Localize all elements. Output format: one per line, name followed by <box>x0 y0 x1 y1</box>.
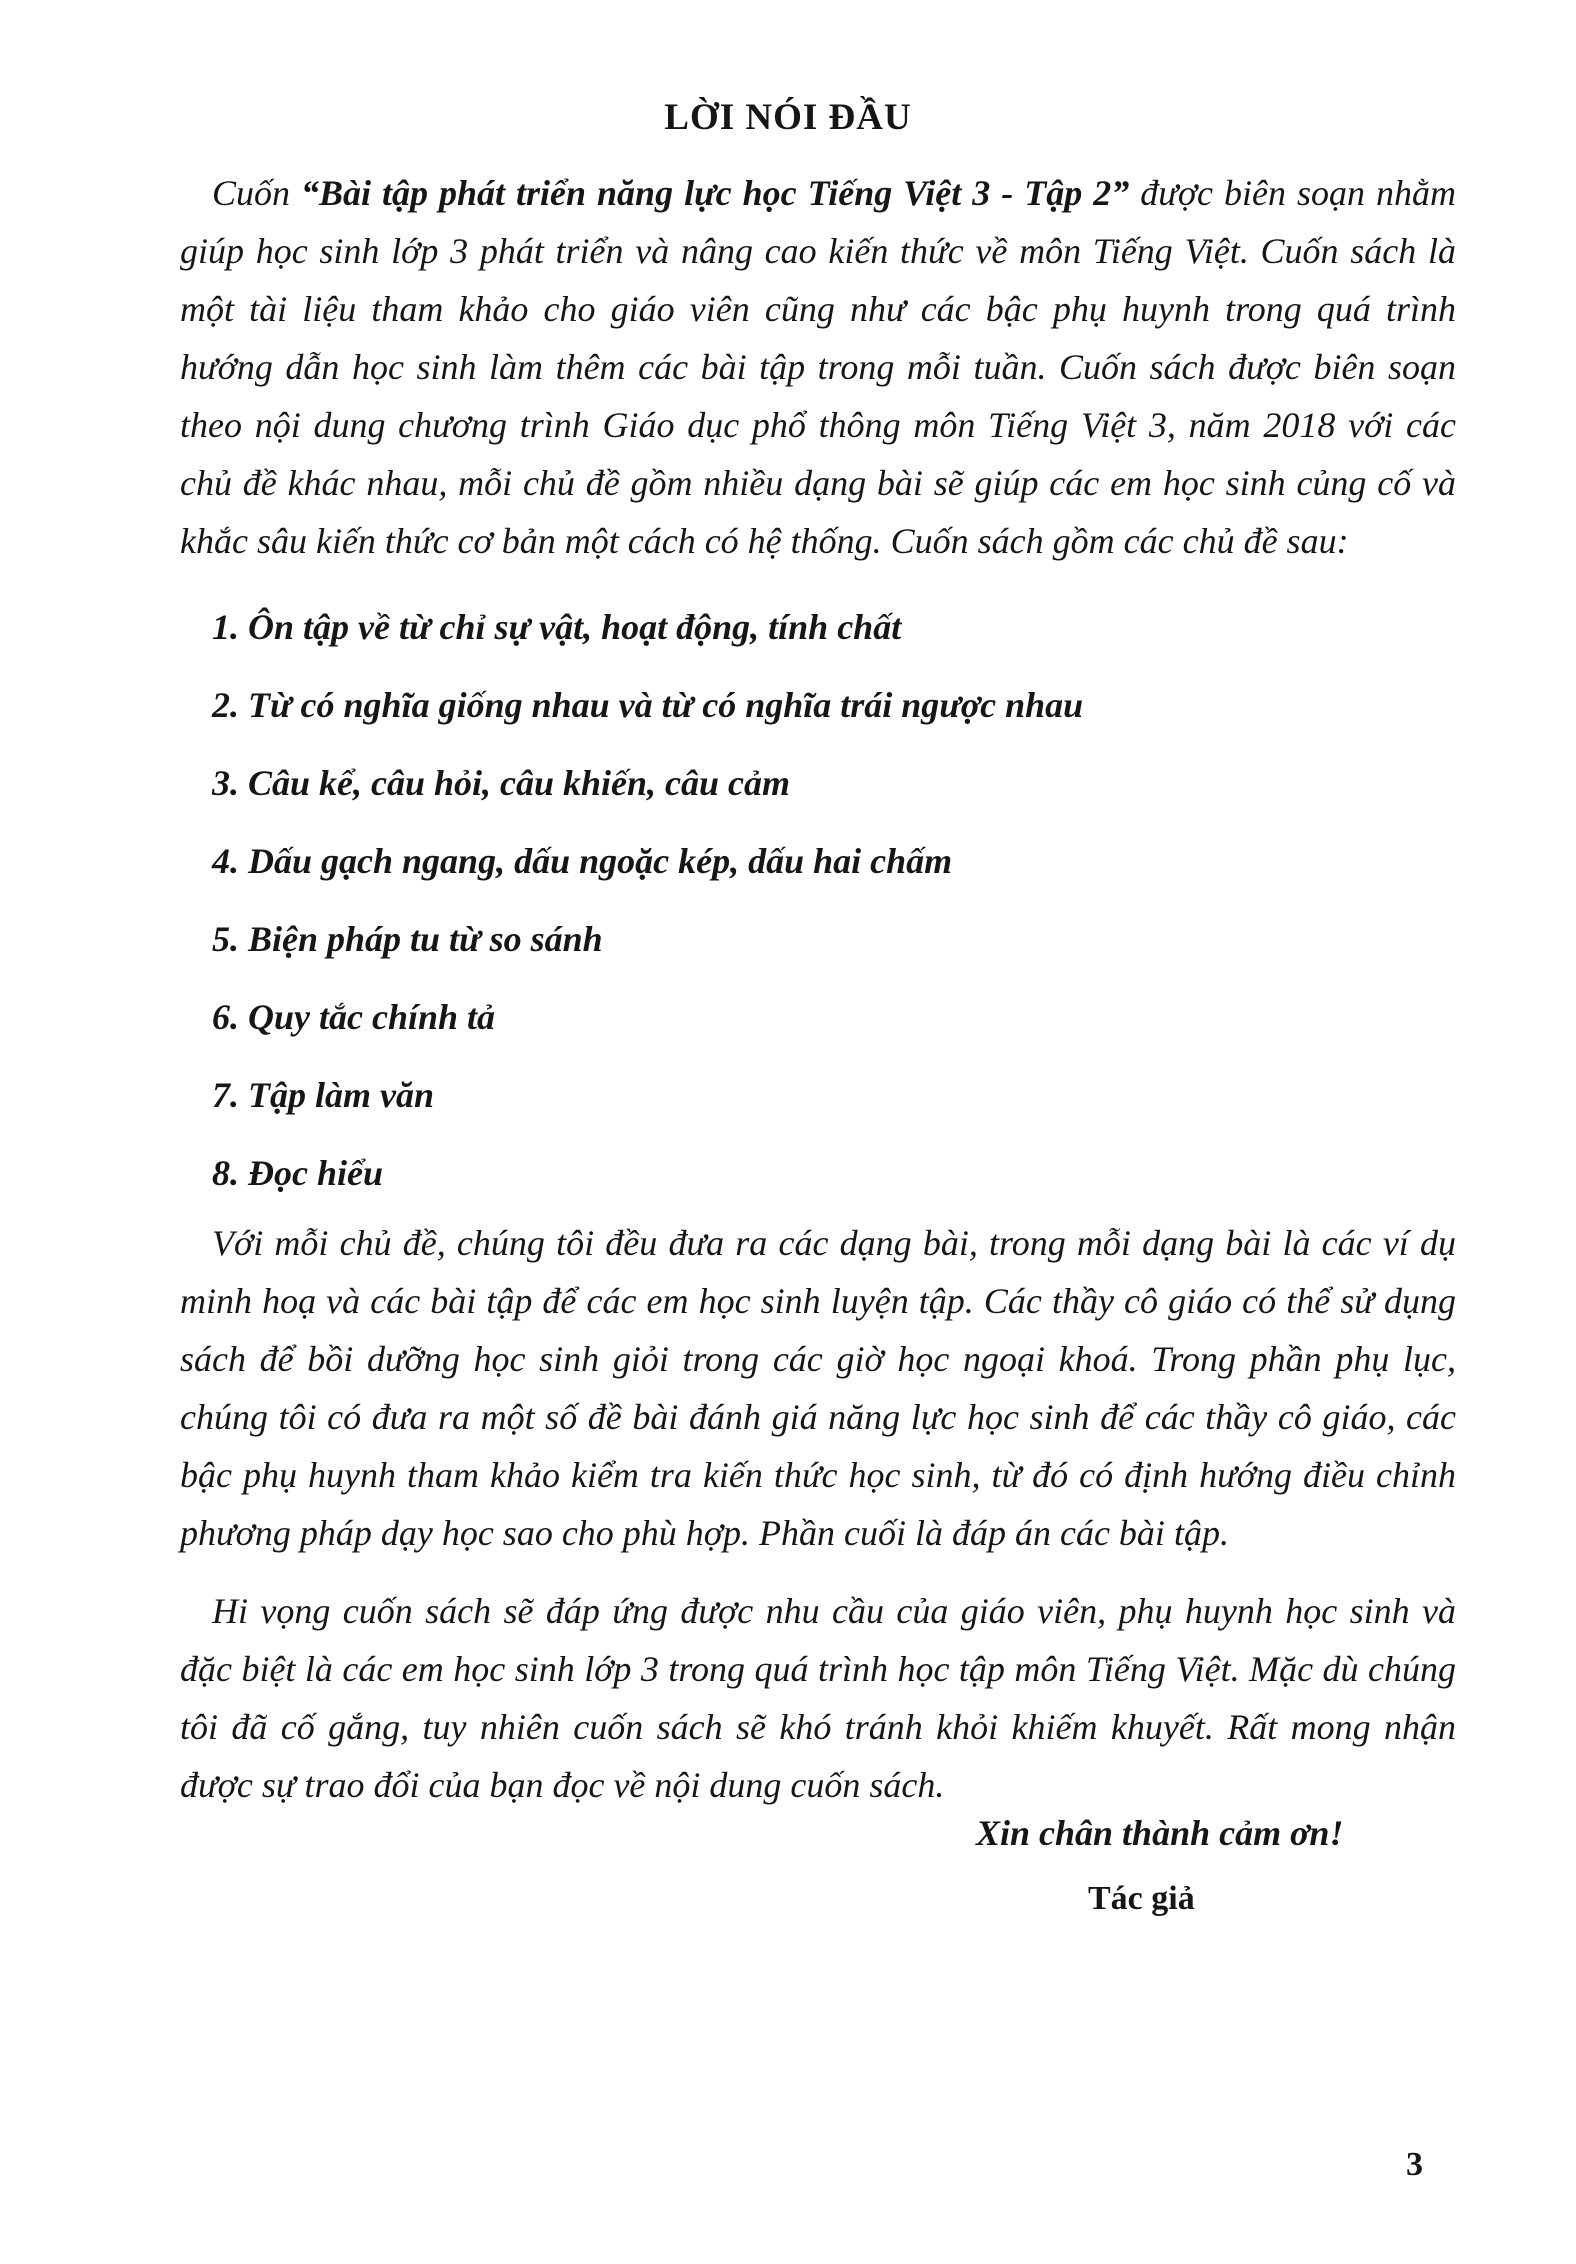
intro-lead: Cuốn <box>212 173 302 213</box>
closing-line: Xin chân thành cảm ơn! <box>976 1813 1344 1853</box>
body-paragraph-2: Với mỗi chủ đề, chúng tôi đều đưa ra các dạng bài, trong mỗi dạng bài là các ví dụ minh hoạ và các bài tập để các em học sinh luyện tập. Các thầy cô giáo có thể sử dụng sách để bồi dưỡng học sinh giỏi trong các giờ học ngoại khoá. Trong phần phụ lục, chúng tôi có đưa ra một số đề bài đánh giá năng lực học sinh để các thầy cô giáo, các bậc phụ huynh tham khảo kiểm tra kiến thức học sinh, từ đó có định hướng điều chỉnh phương pháp dạy học sao cho phù hợp. Phần cuối là đáp án các bài tập. <box>180 1223 1456 1553</box>
book-title: “Bài tập phát triển năng lực học Tiếng Việt 3 - Tập 2” <box>301 173 1130 213</box>
topic-list <box>212 588 1083 1212</box>
topic-item: 6. Quy tắc chính tả <box>212 997 496 1037</box>
topic-item: 8. Đọc hiểu <box>212 1153 383 1193</box>
topic-item: 2. Từ có nghĩa giống nhau và từ có nghĩa trái ngược nhau <box>212 685 1084 725</box>
body-paragraph-3: Hi vọng cuốn sách sẽ đáp ứng được nhu cầu của giáo viên, phụ huynh học sinh và đặc biệt là các em học sinh lớp 3 trong quá trình học tập môn Tiếng Việt. Mặc dù chúng tôi đã cố gắng, tuy nhiên cuốn sách sẽ khó tránh khỏi khiếm khuyết. Rất mong nhận được sự trao đổi của bạn đọc về nội dung cuốn sách. <box>180 1591 1456 1805</box>
topic-item: 4. Dấu gạch ngang, dấu ngoặc kép, dấu hai chấm <box>212 841 953 881</box>
topic-item: 5. Biện pháp tu từ so sánh <box>212 919 603 959</box>
page-title: LỜI NÓI ĐẦU <box>664 97 912 138</box>
intro-paragraph <box>180 164 1456 570</box>
topic-item: 1. Ôn tập về từ chỉ sự vật, hoạt động, tính chất <box>212 607 902 647</box>
topic-item: 7. Tập làm văn <box>212 1075 434 1115</box>
topic-item: 3. Câu kể, câu hỏi, câu khiến, câu cảm <box>212 763 791 803</box>
page-number: 3 <box>1406 2146 1423 2183</box>
intro-body: được biên soạn nhằm giúp học sinh lớp 3 phát triển và nâng cao kiến thức về môn Tiếng Việt. Cuốn sách là một tài liệu tham khảo cho giáo viên cũng như các bậc phụ huynh trong quá trình hướng dẫn học sinh làm thêm các bài tập trong mỗi tuần. Cuốn sách được biên soạn theo nội dung chương trình Giáo dục phổ thông môn Tiếng Việt 3, năm 2018 với các chủ đề khác nhau, mỗi chủ đề gồm nhiều dạng bài sẽ giúp các em học sinh củng cố và khắc sâu kiến thức cơ bản một cách có hệ thống. Cuốn sách gồm các chủ đề sau: <box>180 173 1457 561</box>
author-signature: Tác giả <box>1088 1880 1195 1917</box>
